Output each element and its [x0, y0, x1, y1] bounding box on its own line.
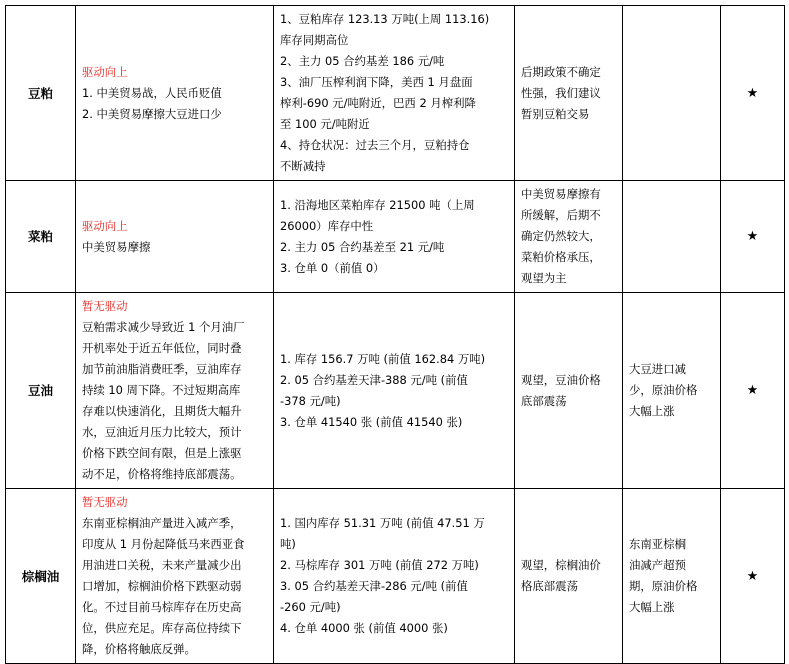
- data-text-line: 1. 国内库存 51.31 万吨 (前值 47.51 万: [280, 516, 485, 530]
- data-text-line: 3. 05 合约基差天津-286 元/吨 (前值: [280, 579, 468, 593]
- view-text-line: 观望，豆油价格: [521, 372, 601, 387]
- view-cell: [515, 181, 623, 293]
- data-text-line: 1. 沿海地区菜粕库存 21500 吨（上周: [280, 197, 475, 212]
- rating-star-icon: ★: [721, 6, 785, 181]
- driver-label: 暂无驱动: [82, 495, 128, 509]
- driver-text-line: 中美贸易摩擦: [82, 239, 151, 254]
- commodity-name: 棕榈油: [6, 489, 76, 664]
- view-text-line: 观望，棕榈油价: [521, 558, 601, 572]
- table-row: [6, 6, 785, 181]
- commodity-name: 菜粕: [6, 181, 76, 293]
- factor-text-line: 少，原油价格: [629, 383, 698, 397]
- table-row: [6, 293, 785, 489]
- driver-text-line: 存难以快速消化，且期货大幅升: [82, 404, 242, 418]
- driver-text-line: 动不足，价格将维持底部震荡。: [82, 467, 242, 481]
- driver-text-line: 价格下跌空间有限，但是上涨驱: [82, 446, 242, 460]
- driver-label: 驱动向上: [82, 64, 128, 79]
- driver-cell: [76, 293, 274, 489]
- data-text-line: 4. 仓单 4000 张 (前值 4000 张): [280, 621, 448, 635]
- data-text-line: 3. 仓单 41540 张 (前值 41540 张): [280, 414, 463, 429]
- driver-text-line: 加节前油脂消费旺季，豆油库存: [82, 362, 242, 376]
- view-text-line: 确定仍然较大，: [521, 229, 601, 243]
- data-text-line: 至 100 元/吨附近: [280, 117, 370, 131]
- data-text-line: 3、油厂压榨利润下降，美西 1 月盘面: [280, 75, 473, 89]
- commodity-table: [5, 5, 785, 664]
- data-text-line: 2. 05 合约基差天津-388 元/吨 (前值: [280, 372, 468, 387]
- driver-text-line: 化。不过目前马棕库存在历史高: [82, 600, 242, 614]
- view-text-line: 所缓解，后期不: [521, 208, 601, 222]
- driver-text-line: 用油进口关税，未来产量减少出: [82, 558, 242, 572]
- data-text-line: 库存同期高位: [280, 33, 349, 47]
- driver-text-line: 降，价格将触底反弹。: [82, 642, 196, 656]
- rating-star-icon: ★: [721, 293, 785, 489]
- driver-label: 驱动向上: [82, 218, 128, 233]
- factor-cell: [623, 6, 721, 181]
- view-text-line: 格底部震荡: [521, 579, 578, 593]
- view-text-line: 暂别豆粕交易: [521, 106, 590, 121]
- factor-text-line: 油减产超预: [629, 558, 686, 572]
- data-text-line: 榨利-690 元/吨附近，巴西 2 月榨利降: [280, 96, 476, 110]
- factor-cell: [623, 489, 721, 664]
- table-row: [6, 181, 785, 293]
- view-cell: [515, 293, 623, 489]
- driver-text-line: 水，豆油近月压力比较大，预计: [82, 425, 242, 439]
- data-text-line: 不断减持: [280, 159, 326, 173]
- data-text-line: 26000）库存中性: [280, 218, 374, 233]
- factor-text-line: 大豆进口减: [629, 362, 686, 376]
- data-cell: [274, 181, 515, 293]
- data-text-line: -260 元/吨): [280, 600, 341, 614]
- factor-cell: [623, 181, 721, 293]
- view-text-line: 菜粕价格承压，: [521, 250, 601, 264]
- data-text-line: 3. 仓单 0（前值 0）: [280, 260, 385, 275]
- driver-label: 暂无驱动: [82, 299, 128, 313]
- commodity-name: 豆粕: [6, 6, 76, 181]
- data-text-line: 1、豆粕库存 123.13 万吨(上周 113.16): [280, 12, 490, 26]
- data-text-line: -378 元/吨): [280, 393, 341, 408]
- driver-text-line: 2. 中美贸易摩擦大豆进口少: [82, 106, 222, 121]
- data-text-line: 吨): [280, 537, 296, 551]
- data-text-line: 2、主力 05 合约基差 186 元/吨: [280, 54, 445, 68]
- factor-text-line: 大幅上涨: [629, 600, 675, 614]
- data-text-line: 1. 库存 156.7 万吨 (前值 162.84 万吨): [280, 351, 486, 366]
- driver-text-line: 口增加，棕榈油价格下跌驱动弱: [82, 579, 242, 593]
- driver-cell: [76, 181, 274, 293]
- table-row: [6, 489, 785, 664]
- commodity-name: 豆油: [6, 293, 76, 489]
- driver-text-line: 印度从 1 月份起降低马来西亚食: [82, 537, 245, 551]
- driver-cell: [76, 6, 274, 181]
- data-cell: [274, 293, 515, 489]
- data-text-line: 2. 马棕库存 301 万吨 (前值 272 万吨): [280, 558, 479, 572]
- rating-star-icon: ★: [721, 489, 785, 664]
- view-cell: [515, 6, 623, 181]
- factor-text-line: 大幅上涨: [629, 404, 675, 418]
- driver-text-line: 持续 10 周下降。不过短期高库: [82, 383, 241, 397]
- data-text-line: 2. 主力 05 合约基差至 21 元/吨: [280, 239, 445, 254]
- factor-cell: [623, 293, 721, 489]
- driver-text-line: 位，供应充足。库存高位持续下: [82, 621, 242, 635]
- factor-text-line: 期，原油价格: [629, 579, 698, 593]
- data-text-line: 4、持仓状况：过去三个月，豆粕持仓: [280, 138, 470, 152]
- view-text-line: 中美贸易摩擦有: [521, 187, 601, 201]
- data-cell: [274, 489, 515, 664]
- driver-text-line: 开机率处于近五年低位，同时叠: [82, 341, 242, 355]
- driver-text-line: 东南亚棕榈油产量进入减产季，: [82, 516, 242, 530]
- data-cell: [274, 6, 515, 181]
- view-text-line: 性强，我们建议: [521, 85, 601, 100]
- driver-text-line: 1. 中美贸易战，人民币贬值: [82, 85, 222, 100]
- driver-text-line: 豆粕需求减少导致近 1 个月油厂: [82, 320, 245, 334]
- view-text-line: 后期政策不确定: [521, 64, 601, 79]
- driver-cell: [76, 489, 274, 664]
- factor-text-line: 东南亚棕榈: [629, 537, 686, 551]
- view-text-line: 观望为主: [521, 271, 567, 285]
- view-cell: [515, 489, 623, 664]
- view-text-line: 底部震荡: [521, 393, 567, 408]
- rating-star-icon: ★: [721, 181, 785, 293]
